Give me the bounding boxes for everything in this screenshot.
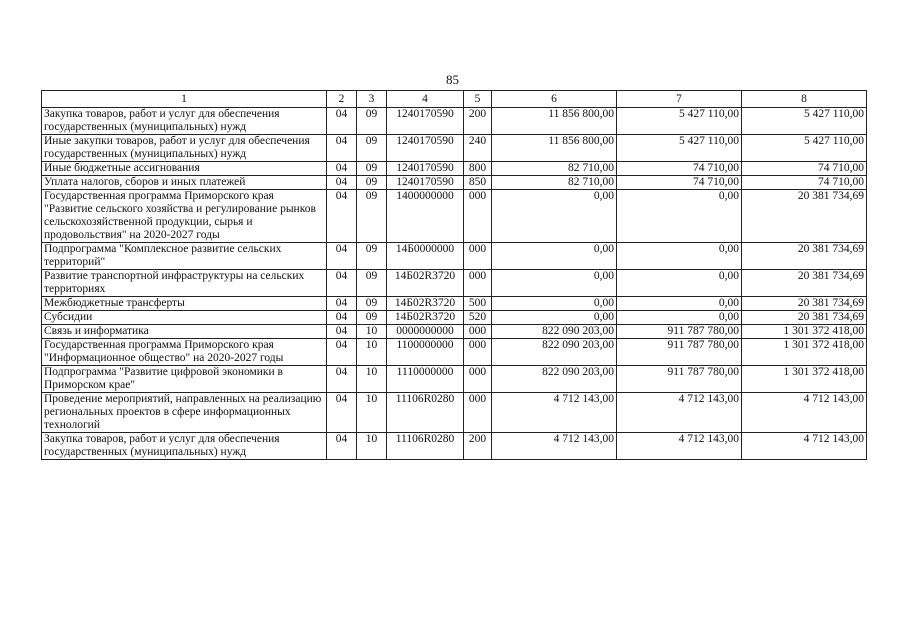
target-code: 0000000000 — [387, 325, 464, 339]
amount-col-8: 74 710,00 — [742, 176, 867, 190]
subsection-code: 09 — [357, 190, 387, 243]
amount-col-8: 4 712 143,00 — [742, 393, 867, 433]
page-number: 85 — [446, 72, 459, 87]
amount-col-6: 11 856 800,00 — [492, 108, 617, 135]
amount-col-7: 911 787 780,00 — [617, 366, 742, 393]
section-code: 04 — [327, 366, 357, 393]
amount-col-8: 74 710,00 — [742, 162, 867, 176]
table-row — [42, 135, 867, 162]
section-code: 04 — [327, 243, 357, 270]
section-code: 04 — [327, 108, 357, 135]
amount-col-6: 822 090 203,00 — [492, 325, 617, 339]
amount-col-8: 4 712 143,00 — [742, 433, 867, 460]
target-code: 1240170590 — [387, 176, 464, 190]
amount-col-7: 74 710,00 — [617, 162, 742, 176]
table-row — [42, 393, 867, 433]
table-row — [42, 433, 867, 460]
target-code: 1110000000 — [387, 366, 464, 393]
header-row — [42, 91, 867, 108]
section-code: 04 — [327, 393, 357, 433]
target-code: 14Б02R3720 — [387, 270, 464, 297]
amount-col-8: 20 381 734,69 — [742, 190, 867, 243]
subsection-code: 10 — [357, 325, 387, 339]
row-name: Субсидии — [42, 311, 327, 325]
expense-type-code: 520 — [464, 311, 492, 325]
expense-type-code: 240 — [464, 135, 492, 162]
subsection-code: 09 — [357, 311, 387, 325]
section-code: 04 — [327, 433, 357, 460]
table-row — [42, 311, 867, 325]
row-name: Иные бюджетные ассигнования — [42, 162, 327, 176]
amount-col-8: 20 381 734,69 — [742, 311, 867, 325]
expense-type-code: 000 — [464, 190, 492, 243]
amount-col-7: 0,00 — [617, 243, 742, 270]
subsection-code: 10 — [357, 393, 387, 433]
subsection-code: 09 — [357, 270, 387, 297]
subsection-code: 10 — [357, 339, 387, 366]
table-row — [42, 366, 867, 393]
column-header: 5 — [464, 91, 492, 108]
expense-type-code: 500 — [464, 297, 492, 311]
amount-col-6: 82 710,00 — [492, 162, 617, 176]
target-code: 14Б02R3720 — [387, 311, 464, 325]
column-header: 4 — [387, 91, 464, 108]
row-name: Связь и информатика — [42, 325, 327, 339]
amount-col-7: 911 787 780,00 — [617, 339, 742, 366]
subsection-code: 09 — [357, 176, 387, 190]
amount-col-6: 4 712 143,00 — [492, 393, 617, 433]
table-row — [42, 108, 867, 135]
section-code: 04 — [327, 311, 357, 325]
amount-col-8: 1 301 372 418,00 — [742, 339, 867, 366]
subsection-code: 09 — [357, 108, 387, 135]
amount-col-6: 4 712 143,00 — [492, 433, 617, 460]
expense-type-code: 000 — [464, 243, 492, 270]
section-code: 04 — [327, 297, 357, 311]
table-row — [42, 339, 867, 366]
expense-type-code: 200 — [464, 108, 492, 135]
section-code: 04 — [327, 339, 357, 366]
amount-col-7: 4 712 143,00 — [617, 393, 742, 433]
amount-col-7: 0,00 — [617, 190, 742, 243]
section-code: 04 — [327, 270, 357, 297]
amount-col-8: 1 301 372 418,00 — [742, 325, 867, 339]
amount-col-6: 0,00 — [492, 311, 617, 325]
expense-type-code: 800 — [464, 162, 492, 176]
subsection-code: 09 — [357, 162, 387, 176]
amount-col-7: 74 710,00 — [617, 176, 742, 190]
row-name: Подпрограмма "Развитие цифровой экономики в Приморском крае" — [42, 366, 327, 393]
amount-col-8: 20 381 734,69 — [742, 270, 867, 297]
row-name: Закупка товаров, работ и услуг для обеспечения государственных (муниципальных) нужд — [42, 108, 327, 135]
row-name: Проведение мероприятий, направленных на реализацию региональных проектов в сфере информационных технологий — [42, 393, 327, 433]
row-name: Уплата налогов, сборов и иных платежей — [42, 176, 327, 190]
amount-col-8: 5 427 110,00 — [742, 108, 867, 135]
target-code: 14Б0000000 — [387, 243, 464, 270]
amount-col-8: 1 301 372 418,00 — [742, 366, 867, 393]
expense-type-code: 000 — [464, 366, 492, 393]
column-header: 8 — [742, 91, 867, 108]
table-row — [42, 325, 867, 339]
table-row — [42, 190, 867, 243]
section-code: 04 — [327, 176, 357, 190]
amount-col-7: 0,00 — [617, 297, 742, 311]
target-code: 1100000000 — [387, 339, 464, 366]
table-row — [42, 176, 867, 190]
section-code: 04 — [327, 325, 357, 339]
amount-col-6: 0,00 — [492, 270, 617, 297]
amount-col-6: 0,00 — [492, 297, 617, 311]
section-code: 04 — [327, 162, 357, 176]
amount-col-8: 20 381 734,69 — [742, 243, 867, 270]
expense-type-code: 000 — [464, 339, 492, 366]
amount-col-7: 5 427 110,00 — [617, 135, 742, 162]
amount-col-8: 5 427 110,00 — [742, 135, 867, 162]
budget-table — [41, 90, 867, 460]
table-row — [42, 270, 867, 297]
subsection-code: 09 — [357, 297, 387, 311]
expense-type-code: 000 — [464, 393, 492, 433]
row-name: Подпрограмма "Комплексное развитие сельских территорий" — [42, 243, 327, 270]
row-name: Государственная программа Приморского края "Информационное общество" на 2020-2027 годы — [42, 339, 327, 366]
expense-type-code: 000 — [464, 270, 492, 297]
expense-type-code: 000 — [464, 325, 492, 339]
amount-col-6: 822 090 203,00 — [492, 366, 617, 393]
row-name: Межбюджетные трансферты — [42, 297, 327, 311]
table-row — [42, 162, 867, 176]
amount-col-8: 20 381 734,69 — [742, 297, 867, 311]
target-code: 1400000000 — [387, 190, 464, 243]
target-code: 1240170590 — [387, 135, 464, 162]
section-code: 04 — [327, 190, 357, 243]
target-code: 11106R0280 — [387, 393, 464, 433]
column-header: 6 — [492, 91, 617, 108]
amount-col-6: 822 090 203,00 — [492, 339, 617, 366]
amount-col-7: 4 712 143,00 — [617, 433, 742, 460]
amount-col-6: 82 710,00 — [492, 176, 617, 190]
amount-col-6: 11 856 800,00 — [492, 135, 617, 162]
subsection-code: 09 — [357, 135, 387, 162]
column-header: 3 — [357, 91, 387, 108]
amount-col-7: 911 787 780,00 — [617, 325, 742, 339]
amount-col-7: 0,00 — [617, 270, 742, 297]
row-name: Государственная программа Приморского края "Развитие сельского хозяйства и регулирование рынков сельскохозяйственной продукции, сырья и продовольствия" на 2020-2027 годы — [42, 190, 327, 243]
section-code: 04 — [327, 135, 357, 162]
target-code: 11106R0280 — [387, 433, 464, 460]
amount-col-7: 0,00 — [617, 311, 742, 325]
amount-col-7: 5 427 110,00 — [617, 108, 742, 135]
expense-type-code: 850 — [464, 176, 492, 190]
column-header: 2 — [327, 91, 357, 108]
row-name: Развитие транспортной инфраструктуры на сельских территориях — [42, 270, 327, 297]
subsection-code: 09 — [357, 243, 387, 270]
amount-col-6: 0,00 — [492, 190, 617, 243]
target-code: 1240170590 — [387, 108, 464, 135]
table-row — [42, 243, 867, 270]
expense-type-code: 200 — [464, 433, 492, 460]
target-code: 14Б02R3720 — [387, 297, 464, 311]
row-name: Закупка товаров, работ и услуг для обеспечения государственных (муниципальных) нужд — [42, 433, 327, 460]
subsection-code: 10 — [357, 433, 387, 460]
subsection-code: 10 — [357, 366, 387, 393]
row-name: Иные закупки товаров, работ и услуг для обеспечения государственных (муниципальных) нужд — [42, 135, 327, 162]
column-header: 7 — [617, 91, 742, 108]
amount-col-6: 0,00 — [492, 243, 617, 270]
table-row — [42, 297, 867, 311]
column-header: 1 — [42, 91, 327, 108]
target-code: 1240170590 — [387, 162, 464, 176]
